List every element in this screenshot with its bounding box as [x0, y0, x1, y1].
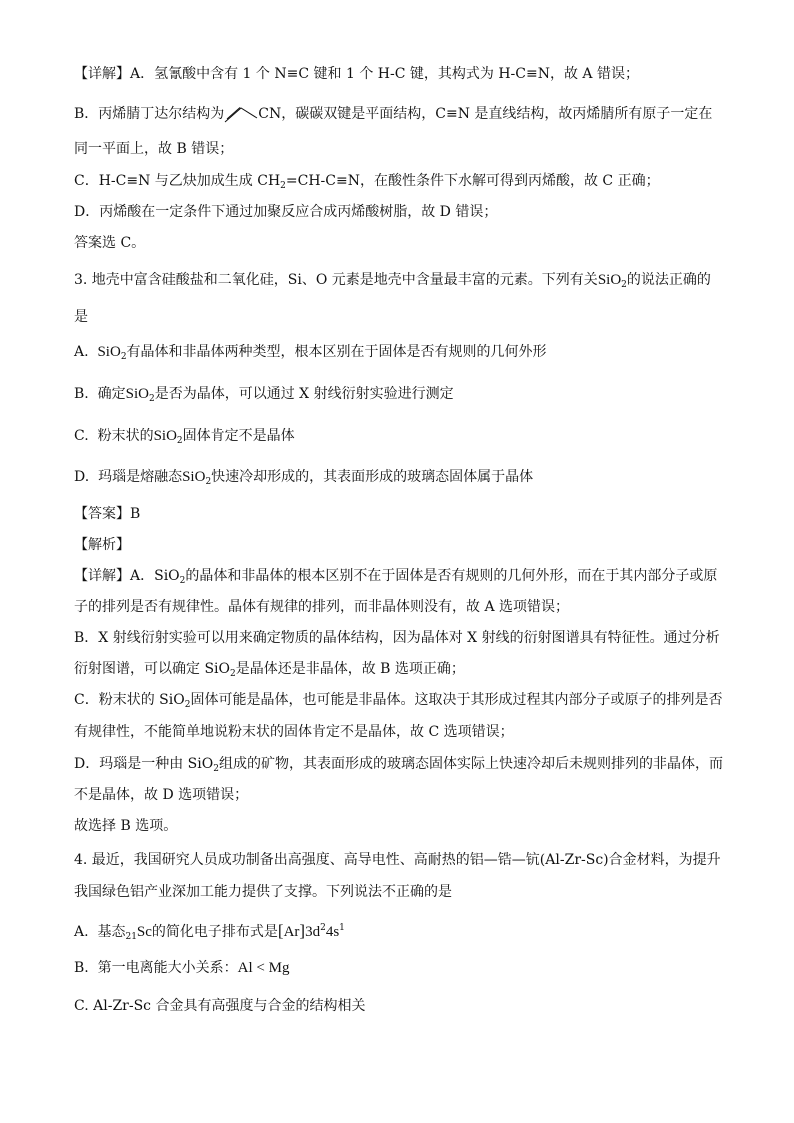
q3-explain-b-line1: B．X 射线衍射实验可以用来确定物质的晶体结构，因为晶体对 X 射线的衍射图谱具有特征性。通过分析 [74, 630, 720, 646]
q3-explain-a-pre: A．SiO [130, 568, 180, 584]
q4-option-a-3d: 3d [305, 924, 321, 940]
q2-explain-a [74, 64, 639, 84]
q3-stem-line1 [74, 270, 711, 295]
option-label: B. [74, 960, 89, 976]
q3-stem-formula-sub: 2 [621, 280, 627, 290]
q3-stem-pre: 3. 地壳中富含硅酸盐和二氧化硅，Si、O 元素是地壳中含量最丰富的元素。下列有关 [74, 272, 598, 288]
q3-explain-c-line1 [74, 690, 722, 715]
q4-option-a-pre: 基态 [97, 924, 126, 940]
option-label: B. [74, 386, 89, 402]
q3-explain-d-line2: 不是晶体，故 D 选项错误； [74, 787, 249, 803]
q4-stem-line1: 4. 最近，我国研究人员成功制备出高强度、高导电性、高耐热的铝—锆—钪(Al-Zr-Sc)合金材料，为提升 [74, 852, 721, 868]
q3-option-b-sub: 2 [149, 394, 155, 404]
detail-tag: 【详解】 [74, 66, 130, 82]
q3-option-c-text: 固体肯定不是晶体 [182, 428, 295, 444]
q2-explain-c-post: =CH-C≡N，在酸性条件下水解可得到丙烯酸，故 C 正确； [285, 173, 660, 189]
q3-option-d [74, 467, 533, 492]
q2-explain-a-text: A．氢氰酸中含有 1 个 N≡C 键和 1 个 H-C 键，其构式为 H-C≡N，故 A 错误； [130, 66, 639, 82]
q3-explain-a-line1 [74, 566, 717, 591]
q3-explain-c-pre: C．粉末状的 SiO [74, 692, 185, 708]
q2-explain-d: D．丙烯酸在一定条件下通过加聚反应合成丙烯酸树脂，故 D 错误； [74, 204, 498, 220]
q3-option-c-formula: SiO [153, 428, 177, 444]
q3-stem-post: 的说法正确的 [626, 272, 711, 288]
q2-explain-b-cn: CN [258, 106, 282, 122]
q3-option-d-sub: 2 [205, 477, 212, 487]
q3-option-c-pre: 粉末状的 [97, 428, 154, 444]
q3-option-a-text: 有晶体和非晶体两种类型，根本区别在于固体是否有规则的几何外形 [126, 344, 547, 360]
q2-explain-c-pre: C．H-C≡N 与乙炔加成生成 CH [74, 173, 281, 189]
option-label: C. [74, 428, 89, 444]
option-label: D. [74, 469, 90, 485]
q3-conclusion: 故选择 B 选项。 [74, 818, 178, 834]
q3-option-c-sub: 2 [176, 436, 183, 446]
q3-option-b-formula: SiO [125, 386, 149, 402]
q3-explain-b2-pre: 衍射图谱，可以确定 SiO [74, 661, 230, 677]
q4-option-a-3d-sup: 2 [320, 923, 326, 933]
q2-explain-b-line1 [74, 104, 712, 124]
q4-option-a-atomic-number: 21 [125, 932, 137, 942]
option-label: A. [74, 924, 89, 940]
q3-explain-a-line2: 子的排列是否有规律性。晶体有规律的排列，而非晶体则没有，故 A 选项错误； [74, 599, 570, 615]
answer-tag: 【答案】 [74, 506, 130, 522]
q4-option-b-math: Al < Mg [237, 960, 290, 976]
option-label: C. [74, 998, 89, 1014]
q4-option-a-element: Sc [136, 924, 152, 940]
q2-answer: 答案选 C。 [74, 235, 146, 251]
q2-explain-b-line2: 同一平面上，故 B 错误； [74, 141, 234, 157]
q3-option-b-pre: 确定 [97, 386, 126, 402]
q3-explain-b2-post: 是晶体还是非晶体，故 B 选项正确； [235, 661, 465, 677]
q4-option-a [74, 918, 345, 947]
q3-answer [74, 504, 140, 524]
q3-option-c [74, 426, 295, 451]
q3-explain-b-line2 [74, 659, 465, 684]
q4-option-c-text: Al-Zr-Sc 合金具有高强度与合金的结构相关 [93, 998, 366, 1014]
q4-option-a-4s: 4s [325, 924, 340, 940]
q4-option-b [74, 958, 289, 978]
q3-option-d-pre: 玛瑙是熔融态 [98, 469, 183, 485]
q4-option-b-text: 第一电离能大小关系： [97, 960, 238, 976]
q2-explain-c-sub: 2 [280, 181, 286, 191]
q3-explain-d-line1 [74, 754, 723, 779]
q4-stem-line2: 我国绿色铝产业深加工能力提供了支撑。下列说法不正确的是 [74, 884, 452, 900]
q4-option-a-mid: 的简化电子排布式是 [151, 924, 278, 940]
q3-option-b-text: 是否为晶体，可以通过 X 射线衍射实验进行测定 [154, 386, 454, 402]
q3-option-a-formula: SiO [97, 344, 121, 360]
q3-stem-line2: 是 [74, 309, 88, 325]
q4-option-a-core: Ar [283, 924, 300, 940]
q3-stem-formula: SiO [597, 272, 622, 288]
q3-explain-c-sub: 2 [184, 700, 191, 710]
acrylonitrile-skeleton-icon [224, 104, 258, 124]
q4-option-c [74, 996, 365, 1016]
detail-tag: 【详解】 [74, 568, 130, 584]
q3-explain-d-sub: 2 [213, 764, 219, 774]
left-bracket-icon: [ [277, 921, 284, 940]
q3-explain-d-pre: D．玛瑙是一种由 SiO [74, 756, 214, 772]
right-bracket-icon: ] [299, 921, 306, 940]
q3-explain-c-line2: 有规律性，不能简单地说粉末状的固体肯定不是晶体，故 C 选项错误； [74, 724, 514, 740]
option-label: A. [74, 344, 89, 360]
q3-option-a-sub: 2 [120, 352, 127, 362]
q2-explain-c [74, 171, 660, 196]
q3-explain-c-post: 固体可能是晶体，也可能是非晶体。这取决于其形成过程其内部分子或原子的排列是否 [190, 692, 723, 708]
q2-explain-b-pre: B．丙烯腈丁达尔结构为 [74, 106, 225, 122]
answer-value: B [130, 506, 141, 522]
q3-explain-b2-sub: 2 [230, 669, 236, 679]
q3-option-d-text: 快速冷却形成的，其表面形成的玻璃态固体属于晶体 [211, 469, 534, 485]
q3-explain-d-post: 组成的矿物，其表面形成的玻璃态固体实际上快速冷却后未规则排列的非晶体，而 [218, 756, 723, 772]
q3-explain-a-sub: 2 [179, 576, 186, 586]
q4-option-a-4s-sup: 1 [339, 923, 345, 933]
q3-option-b [74, 384, 454, 409]
q3-analysis-tag: 【解析】 [74, 537, 130, 553]
q3-option-a [74, 342, 547, 367]
q3-option-d-formula: SiO [182, 469, 206, 485]
q3-explain-a-post: 的晶体和非晶体的根本区别不在于固体是否有规则的几何外形，而在于其内部分子或原 [185, 568, 718, 584]
q2-explain-b-post: ，碳碳双键是平面结构，C≡N 是直线结构，故丙烯腈所有原子一定在 [281, 106, 713, 122]
